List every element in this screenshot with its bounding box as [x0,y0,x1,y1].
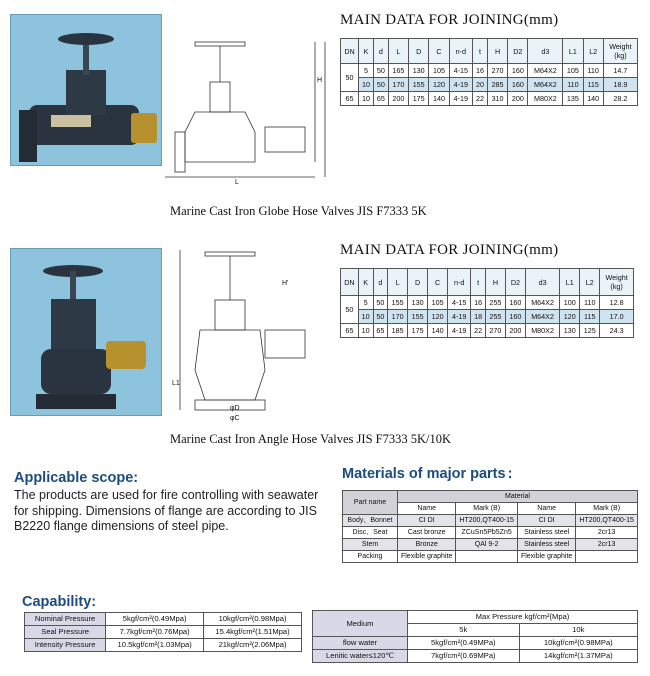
table-cell: Seal Pressure [25,626,106,639]
table-cell: 4-19 [448,310,471,324]
table-cell: 50 [373,64,388,78]
col-d2: D2 [505,269,525,296]
table-cell: 140 [583,92,603,106]
table-cell: Body、Bonnet [343,515,398,527]
table-cell: 22 [471,324,486,338]
angle-data-table [340,268,634,338]
table-cell: 140 [428,324,448,338]
table-cell: Disc、Seat [343,527,398,539]
table-cell: 160 [508,78,528,92]
table-cell: 4-15 [449,64,472,78]
cell-text: (kg) [614,51,627,60]
col-d: d [373,269,388,296]
cell-text: CI [538,517,546,524]
angle-caption: Marine Cast Iron Angle Hose Valves JIS F7333 5K/10K [170,432,451,446]
col-c: C [428,269,448,296]
table-cell: 24.3 [600,324,634,338]
col-l1: L1 [563,39,583,64]
table-row [341,78,638,92]
dim-h1: H' [282,280,289,287]
table-row [343,551,638,563]
table-row [25,613,302,626]
table-cell: 160 [505,296,525,310]
table-cell: flow water [313,637,408,650]
table-cell: 4-19 [448,324,471,338]
table-cell: 175 [408,324,428,338]
table-cell: Flexible graphite [398,551,456,563]
table-cell: 130 [560,324,580,338]
table-cell: 120 [428,310,448,324]
table-cell: 155 [409,78,429,92]
table-row [313,637,638,650]
col-material: Material [398,491,638,503]
table-row [343,539,638,551]
table-cell: 155 [388,296,408,310]
globe-valve-photo [10,14,162,166]
table-cell [456,551,518,563]
table-cell: Cast bronze [398,527,456,539]
col-l: L [388,39,408,64]
table-cell: M64X2 [525,310,559,324]
col-l2: L2 [583,39,603,64]
col-k: K [359,39,374,64]
col-10k: 10k [519,624,637,637]
angle-valve-drawing [170,240,340,426]
table-cell: Packing [343,551,398,563]
table-cell: 200 [505,324,525,338]
table-cell: 115 [583,78,603,92]
table-cell: 50 [373,310,388,324]
table-cell: 14.7 [603,64,637,78]
table-cell: 18 [471,310,486,324]
table-row [343,527,638,539]
col-h: H [487,39,507,64]
table-cell: 125 [580,324,600,338]
table-cell: 10 [359,78,374,92]
table-cell: 5kgf/cm²(0.49MPa) [408,637,520,650]
col-t: t [473,39,488,64]
col-d2: D2 [508,39,528,64]
dn-50: 50 [341,296,359,324]
dim-d: φD [230,405,240,412]
table-cell: Bronze [398,539,456,551]
table-cell: 170 [388,310,408,324]
materials-heading-colon: : [507,466,513,482]
cell-text: Weight [609,42,632,51]
table-cell: 110 [583,64,603,78]
table-cell: 10 [358,310,373,324]
table-cell: 135 [563,92,583,106]
table-cell: 2cr13 [576,539,638,551]
table-row [341,296,634,310]
materials-heading [342,466,512,482]
angle-data-title: MAIN DATA FOR JOINING(mm) [340,242,559,258]
col-d3: d3 [528,39,563,64]
table-cell: 160 [505,310,525,324]
table-cell: 10 [358,324,373,338]
globe-caption: Marine Cast Iron Globe Hose Valves JIS F7333 5K [170,204,427,218]
col-nd: n-d [448,269,471,296]
col-nd: n-d [449,39,472,64]
table-cell: Lenitic water≤120℃ [313,650,408,663]
table-cell: M80X2 [528,92,563,106]
cell-text: DI [427,517,435,524]
col-dn: DN [341,39,359,64]
table-cell: 175 [409,92,429,106]
table-cell: Stem [343,539,398,551]
col-mark-2: Mark (B) [576,503,638,515]
table-cell: 110 [563,78,583,92]
table-cell: 255 [485,296,505,310]
col-l1: L1 [560,269,580,296]
table-cell: 21kgf/cm²(2.06Mpa) [204,639,302,652]
table-row [25,639,302,652]
angle-valve-photo [10,248,162,416]
table-cell: 10kgf/cm²(0.98Mpa) [204,613,302,626]
col-k: K [358,269,373,296]
capability-table [24,612,302,652]
table-cell: 17.0 [600,310,634,324]
col-dd: D [409,39,429,64]
table-cell: M64X2 [528,64,563,78]
table-cell: Stainless steel [517,539,575,551]
table-cell: 170 [388,78,408,92]
table-cell: Stainless steel [517,527,575,539]
cell-text: Weight [605,273,628,282]
scope-text: The products are used for fire controlling with seawater for shipping. Dimensions of flange are according to JIS B2220 flange dimensions of steel pipe. [14,488,319,533]
cell-text: CI [418,517,426,524]
globe-data-title: MAIN DATA FOR JOINING(mm) [340,12,559,28]
col-l: L [388,269,408,296]
table-row [341,64,638,78]
table-cell: 4-19 [449,92,472,106]
table-cell: 140 [429,92,449,106]
table-cell: Flexible graphite [517,551,575,563]
dim-c: φC [230,415,240,422]
col-mark-1: Mark (B) [456,503,518,515]
table-cell: HT200,QT400-15 [456,515,518,527]
table-cell: 50 [373,296,388,310]
table-cell: 4-19 [449,78,472,92]
table-cell: 285 [487,78,507,92]
table-cell: 50 [373,78,388,92]
table-cell: HT200,QT400-15 [576,515,638,527]
table-cell: 5kgf/cm²(0.49Mpa) [106,613,204,626]
col-weight [603,39,637,64]
table-row [341,92,638,106]
col-medium: Medium [313,611,408,637]
table-cell: 105 [428,296,448,310]
table-cell: 255 [485,310,505,324]
col-dd: D [408,269,428,296]
table-cell: 310 [487,92,507,106]
col-c: C [429,39,449,64]
table-cell: ZCuSn5Pb5Zn5 [456,527,518,539]
col-max-pressure: Max Pressure kgf/cm²(Mpa) [408,611,638,624]
table-cell: 22 [473,92,488,106]
max-pressure-table [312,610,638,663]
table-cell: 2cr13 [576,527,638,539]
table-cell: 18.9 [603,78,637,92]
table-cell: 200 [388,92,408,106]
table-cell: 100 [560,296,580,310]
table-cell: 65 [341,92,359,106]
col-name-1: Name [398,503,456,515]
table-cell: M64X2 [525,296,559,310]
table-cell: 7kgf/cm²(0.69MPa) [408,650,520,663]
table-cell: 20 [473,78,488,92]
cell-text: DI [547,517,555,524]
table-cell: 200 [508,92,528,106]
table-cell: 105 [429,64,449,78]
table-cell: 130 [408,296,428,310]
table-row [343,515,638,527]
table-cell: 120 [429,78,449,92]
table-cell: 115 [580,310,600,324]
table-cell: 10 [359,92,374,106]
table-cell [576,551,638,563]
col-dn: DN [341,269,359,296]
table-cell: Nominal Pressure [25,613,106,626]
table-cell: 10.5kgf/cm²(1.03Mpa) [106,639,204,652]
table-cell [398,515,456,527]
table-cell: 10kgf/cm²(0.98MPa) [519,637,637,650]
table-cell: 7.7kgf/cm²(0.76Mpa) [106,626,204,639]
table-cell: M64X2 [528,78,563,92]
table-cell: 15.4kgf/cm²(1.51Mpa) [204,626,302,639]
table-cell: 270 [487,64,507,78]
table-cell: 5 [359,64,374,78]
scope-heading: Applicable scope: [14,470,139,486]
table-row [341,324,634,338]
col-t: t [471,269,486,296]
table-cell: 185 [388,324,408,338]
table-cell: 120 [560,310,580,324]
table-cell: 110 [580,296,600,310]
table-row [341,310,634,324]
col-d3: d3 [525,269,559,296]
table-cell: 130 [409,64,429,78]
cell-text: (kg) [610,282,623,291]
dim-l1: L1 [172,380,180,387]
table-cell: 160 [508,64,528,78]
table-cell: 105 [563,64,583,78]
table-cell: 270 [485,324,505,338]
dim-l: L [235,179,239,186]
dim-h: H [317,77,323,84]
globe-valve-drawing [165,22,335,194]
capability-heading: Capability: [22,594,97,610]
table-cell: 65 [341,324,359,338]
table-cell [517,515,575,527]
col-h: H [485,269,505,296]
globe-data-table [340,38,638,106]
table-cell: 65 [373,324,388,338]
table-cell: 14kgf/cm²(1.37MPa) [519,650,637,663]
table-cell: 4-15 [448,296,471,310]
col-name-2: Name [517,503,575,515]
materials-table [342,490,638,563]
table-cell: 65 [373,92,388,106]
table-cell: 5 [358,296,373,310]
col-weight [600,269,634,296]
col-l2: L2 [580,269,600,296]
dn-50: 50 [341,64,359,92]
table-row [313,650,638,663]
table-cell: 16 [473,64,488,78]
col-5k: 5k [408,624,520,637]
table-cell: QAl 9-2 [456,539,518,551]
table-cell: 165 [388,64,408,78]
table-cell: Intensity Pressure [25,639,106,652]
materials-heading-text: Materials of major parts [342,466,506,482]
table-cell: M80X2 [525,324,559,338]
col-d: d [373,39,388,64]
table-cell: 155 [408,310,428,324]
table-row [25,626,302,639]
col-part-name: Part name [343,491,398,515]
table-cell: 12.8 [600,296,634,310]
table-cell: 28.2 [603,92,637,106]
table-cell: 16 [471,296,486,310]
